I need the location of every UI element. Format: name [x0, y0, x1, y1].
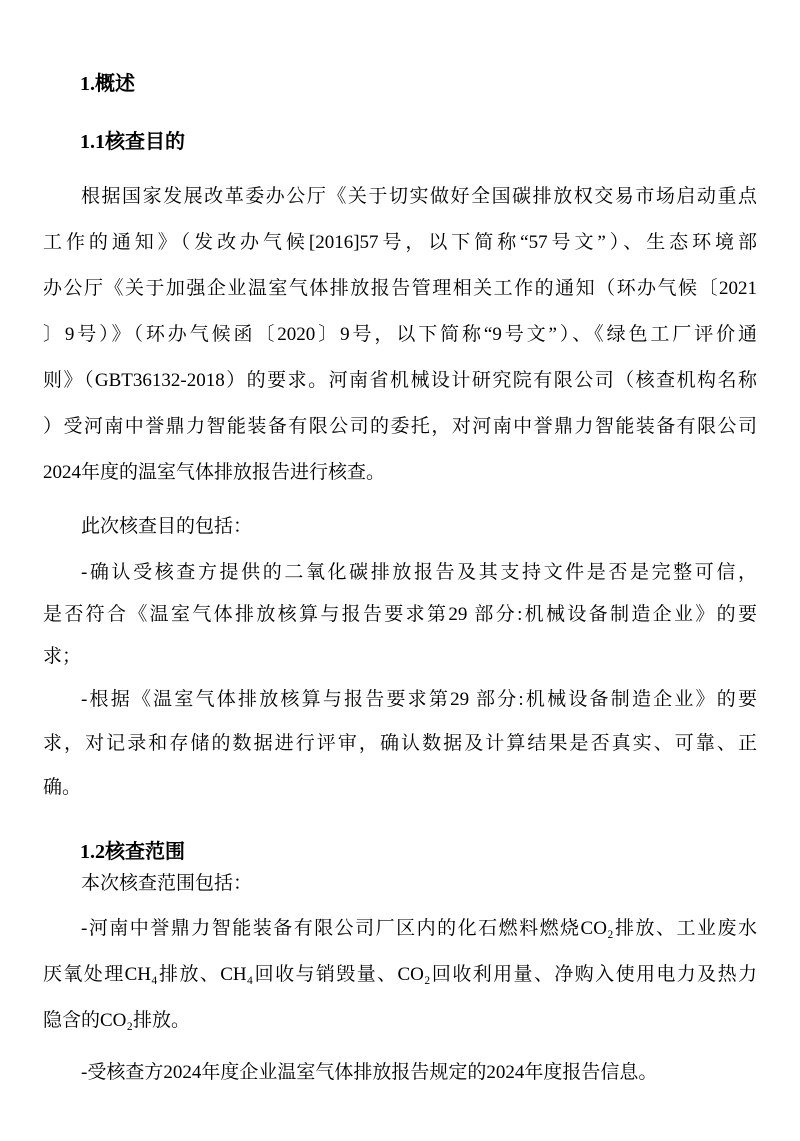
text-line: 办公厅《关于加强企业温室气体排放报告管理相关工作的通知（环办气候〔2021: [43, 278, 757, 299]
text-line: -河南中誉鼎力智能装备有限公司厂区内的化石燃料燃烧CO₂排放、工业废水: [81, 918, 757, 939]
text-line: 则》（GBT36132-2018）的要求。河南省机械设计研究院有限公司（核查机构名称: [43, 370, 757, 391]
text-line: 是否符合《温室气体排放核算与报告要求第29 部分:机械设备制造企业》的要: [43, 604, 757, 625]
text-line: 2024年度的温室气体排放报告进行核查。: [43, 462, 386, 483]
paragraph-purpose-item-2: [43, 678, 757, 810]
text-line: 厌氧处理CH₄排放、CH₄回收与销毁量、CO₂回收利用量、净购入使用电力及热力: [43, 964, 757, 985]
paragraph-purpose-intro: [43, 504, 757, 550]
text-line: 此次核查目的包括：: [81, 516, 253, 537]
text-line: 确。: [43, 777, 82, 798]
paragraph-basis: [43, 174, 757, 496]
text-line: 根据国家发展改革委办公厅《关于切实做好全国碳排放权交易市场启动重点: [81, 186, 757, 207]
text-line: -受核查方2024年度企业温室气体排放报告规定的2024年度报告信息。: [81, 1062, 658, 1083]
heading-overview: 1.概述: [80, 73, 135, 95]
text-line: 本次核查范围包括：: [81, 873, 253, 894]
text-line: -确认受核查方提供的二氧化碳排放报告及其支持文件是否是完整可信，: [81, 562, 757, 583]
text-line: 求；: [43, 646, 82, 667]
text-line: ）受河南中誉鼎力智能装备有限公司的委托，对河南中誉鼎力智能装备有限公司: [43, 416, 757, 437]
text-line: -根据《温室气体排放核算与报告要求第29 部分:机械设备制造企业》的要: [81, 689, 757, 710]
text-line: 〕9号）》（环办气候函〔2020〕9号，以下简称“9号文”）、《绿色工厂评价通: [43, 324, 757, 345]
text-line: 工作的通知》（发改办气候[2016]57号，以下简称“57号文”）、生态环境部: [43, 232, 757, 253]
text-line: 求，对记录和存储的数据进行评审，确认数据及计算结果是否真实、可靠、正: [43, 733, 757, 754]
paragraph-scope-item-2: [43, 1050, 757, 1096]
paragraph-purpose-item-1: [43, 552, 757, 678]
heading-verification-purpose: 1.1核查目的: [80, 131, 185, 153]
text-line: 隐含的CO₂排放。: [43, 1010, 191, 1031]
heading-verification-scope: 1.2核查范围: [80, 841, 185, 863]
paragraph-scope-item-1: [43, 906, 757, 1044]
paragraph-scope-intro: [43, 866, 757, 902]
